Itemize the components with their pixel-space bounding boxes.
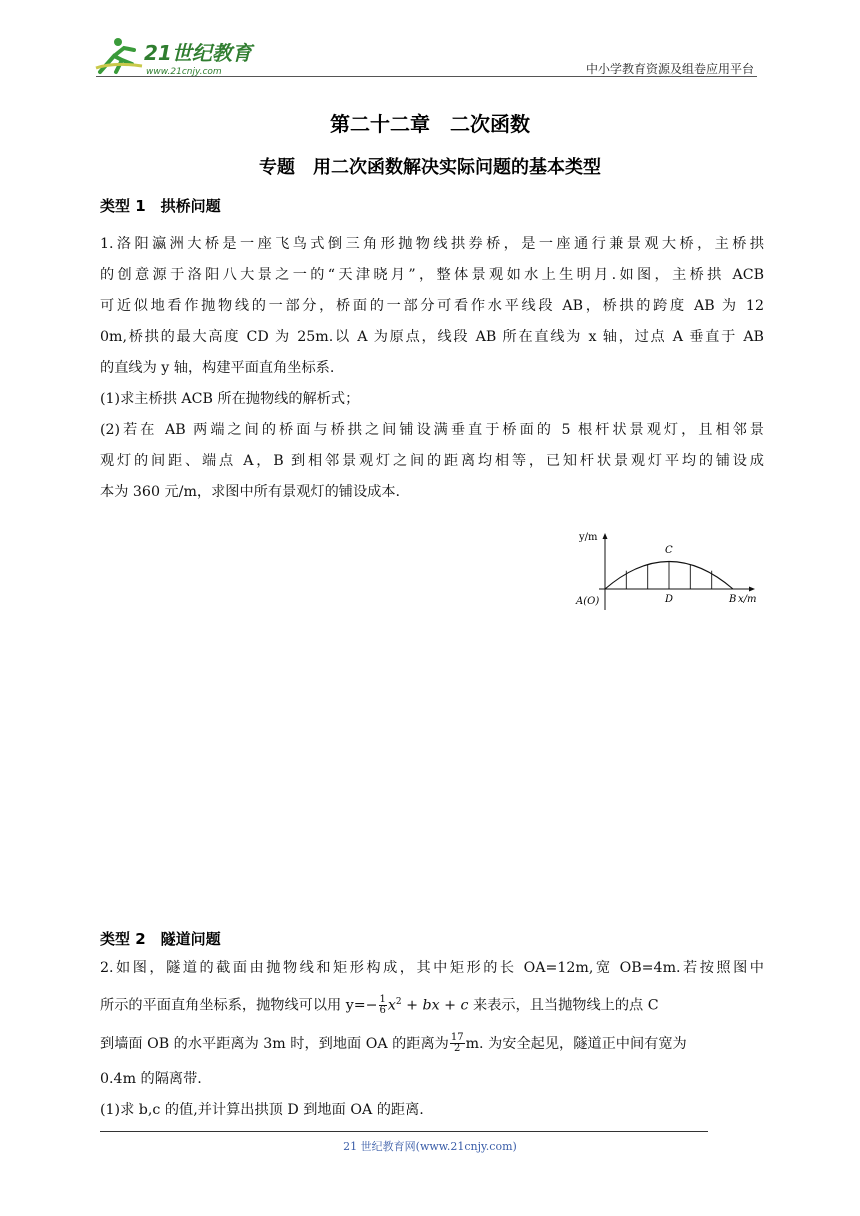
- label-b: B: [729, 594, 737, 605]
- y-axis-label: y/m: [579, 532, 598, 543]
- text-line: (1)求主桥拱 ACB 所在抛物线的解析式；: [100, 391, 360, 407]
- text-line: (1)求 b,c 的值,并计算出拱顶 D 到地面 OA 的距离.: [100, 1101, 424, 1118]
- bridge-arch-figure: [573, 528, 763, 616]
- lamp-posts: [626, 562, 711, 590]
- x-axis-arrow-icon: [749, 587, 755, 592]
- section-heading-tunnel: 类型 2 隧道问题: [100, 930, 221, 948]
- label-d: D: [665, 594, 674, 605]
- label-c: C: [665, 545, 673, 556]
- text-line: 的创意源于洛阳八大景之一的“天津晓月”，整体景观如水上生明月.如图，主桥拱 ACB: [100, 267, 764, 283]
- site-logo: [94, 32, 264, 82]
- footer-text: 21 世纪教育网(www.21cnjy.com): [343, 1140, 517, 1153]
- runner-icon: [96, 38, 142, 72]
- label-origin: A(O): [576, 596, 600, 607]
- text-line: 的直线为 y 轴，构建平面直角坐标系.: [100, 360, 335, 376]
- fraction-seventeen-halves: $\frac{17}{2}$: [450, 1032, 464, 1055]
- text-line: 可近似地看作抛物线的一部分，桥面的一部分可看作水平线段 AB，桥拱的跨度 AB 为 12: [100, 298, 764, 314]
- header-divider: [96, 76, 757, 77]
- text-line: (2)若在 AB 两端之间的桥面与桥拱之间铺设满垂直于桥面的 5 根杆状景观灯，且相邻景: [100, 422, 764, 438]
- text-line: 本为 360 元/m，求图中所有景观灯的铺设成本.: [100, 484, 401, 500]
- logo-text: 21世纪教育: [144, 41, 252, 65]
- text-line: 观灯的间距、端点 A，B 到相邻景观灯之间的距离均相等，已知杆状景观灯平均的铺设成: [100, 453, 764, 469]
- y-axis-arrow-icon: [603, 533, 608, 539]
- footer-divider: [100, 1131, 708, 1132]
- section-heading-bridge: 类型 1 拱桥问题: [100, 197, 221, 215]
- text-line: 0.4m 的隔离带.: [100, 1070, 202, 1087]
- text-line: 2.如图，隧道的截面由抛物线和矩形构成，其中矩形的长 OA=12m,宽 OB=4m.若按照图中: [100, 960, 764, 976]
- text-line: 1.洛阳瀛洲大桥是一座飞鸟式倒三角形抛物线拱券桥，是一座通行兼景观大桥，主桥拱: [100, 236, 764, 252]
- fraction-one-sixth: $\frac{1}{6}$: [379, 994, 386, 1017]
- topic-title: 专题 用二次函数解决实际问题的基本类型: [259, 157, 601, 178]
- text-line-with-fraction: 到墙面 OB 的水平距离为 3m 时，到地面 OA 的距离为 $\frac{17}{2}$ m. 为安全起见，隧道正中间有宽为: [100, 1032, 687, 1055]
- x-axis-label: x/m: [738, 594, 757, 605]
- platform-name: 中小学教育资源及组卷应用平台: [585, 62, 754, 76]
- logo-url: www.21cnjy.com: [146, 67, 222, 77]
- question-1: [100, 229, 764, 508]
- text-line: 0m,桥拱的最大高度 CD 为 25m.以 A 为原点，线段 AB 所在直线为 x 轴，过点 A 垂直于 AB: [100, 329, 764, 345]
- question-2: [100, 953, 764, 1126]
- chapter-title: 第二十二章 二次函数: [330, 112, 530, 136]
- text-line-with-formula: 所示的平面直角坐标系，抛物线可以用 y=− $\frac{1}{6}$ $x^2$ + bx + c 来表示，且当抛物线上的点 C: [100, 994, 659, 1017]
